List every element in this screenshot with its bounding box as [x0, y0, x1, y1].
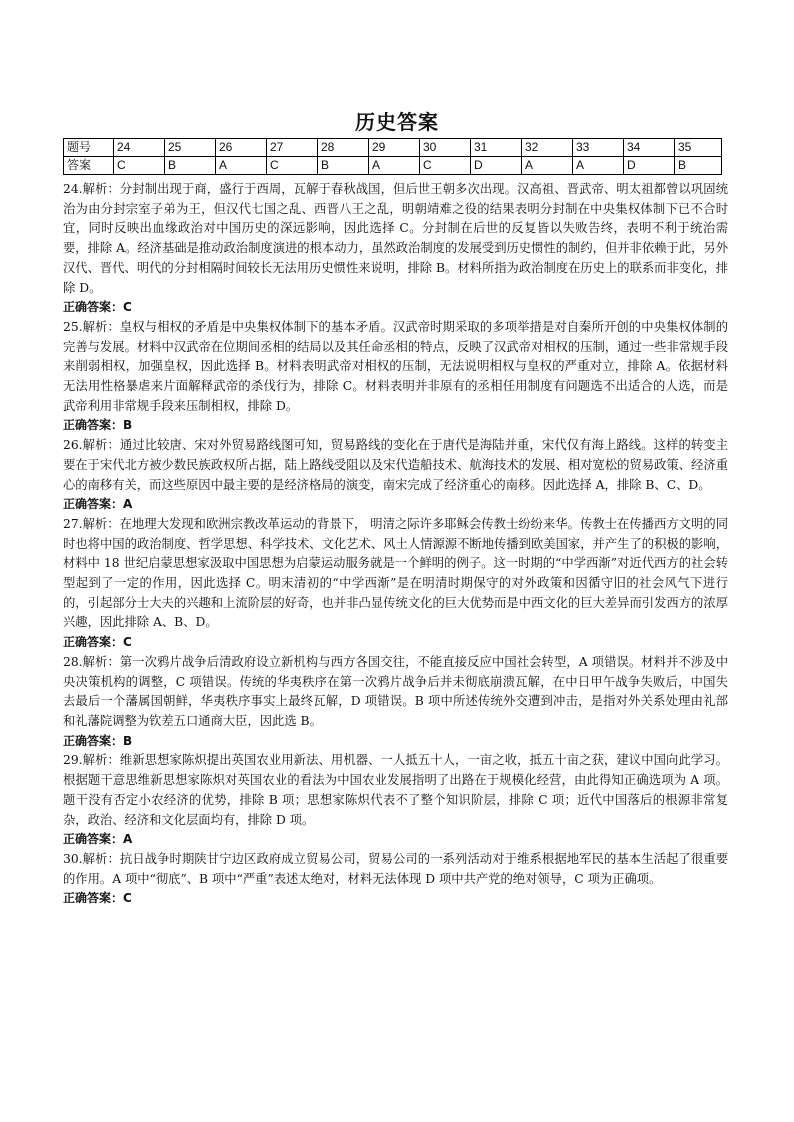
answer-cell: C	[114, 157, 165, 175]
question-number-cell: 25	[165, 139, 216, 157]
question-number-row	[64, 139, 722, 157]
correct-answer: 正确答案：C	[63, 635, 132, 650]
question-number-cell: 35	[675, 139, 722, 157]
correct-answer: 正确答案：A	[63, 497, 133, 512]
analysis-content	[63, 180, 728, 909]
question-number-cell: 33	[573, 139, 624, 157]
question-number-cell: 28	[318, 139, 369, 157]
correct-answer: 正确答案：B	[63, 418, 133, 433]
question-number-cell: 27	[267, 139, 318, 157]
correct-answer: 正确答案：A	[63, 832, 133, 847]
answer-cell: D	[624, 157, 675, 175]
question-number-cell: 26	[216, 139, 267, 157]
question-24-section	[63, 180, 728, 318]
question-number-cell: 34	[624, 139, 675, 157]
answer-cell: A	[369, 157, 420, 175]
correct-answer: 正确答案：B	[63, 733, 133, 748]
question-26-section	[63, 436, 728, 515]
question-28-section	[63, 653, 728, 752]
question-number-label: 题号	[64, 139, 114, 157]
question-27-section	[63, 515, 728, 653]
answer-cell: D	[471, 157, 522, 175]
analysis-paragraph: 24.解析：分封制出现于商，盛行于西周，瓦解于春秋战国，但后世王朝多次出现。汉高祖、晋武帝、明太祖都曾以巩固统治为由分封宗室子弟为王，但汉代七国之乱、西晋八王之乱，明朝靖难之役的结果表明分封制在中央集权体制下已不合时宜，同时反映出血缘政治对中国历史的深远影响，因此选择 C。分封制在后世的反复皆以失败告终，表明不利于统治需要，排除 A。经济基础是推动政治制度演进的根本动力，虽然政治制度的发展受到历史惯性的制约，但并非依赖于此，另外汉代、晋代、明代的分封相隔时间较长无法用历史惯性来说明，排除 B。材料所指为政治制度在历史上的联系而非变化，排除 D。	[63, 182, 728, 295]
answer-cell: A	[216, 157, 267, 175]
answer-cell: B	[165, 157, 216, 175]
answer-cell: B	[318, 157, 369, 175]
question-number-cell: 30	[420, 139, 471, 157]
question-25-section	[63, 318, 728, 436]
question-number-cell: 31	[471, 139, 522, 157]
analysis-paragraph: 29.解析：维新思想家陈炽提出英国农业用新法、用机器、一人抵五十人，一亩之收，抵五十亩之获，建议中国向此学习。根据题干意思维新思想家陈炽对英国农业的看法为中国农业发展指明了出路在于规模化经营，由此得知正确选项为 A 项。题干没有否定小农经济的优势，排除 B 项；思想家陈炽代表不了整个知识阶层，排除 C 项；近代中国落后的根源非常复杂，政治、经济和文化层面均有，排除 D 项。	[63, 753, 728, 827]
question-number-cell: 29	[369, 139, 420, 157]
question-30-section	[63, 850, 728, 909]
question-number-cell: 32	[522, 139, 573, 157]
answer-cell: C	[420, 157, 471, 175]
page-title: 历史答案	[355, 110, 439, 134]
analysis-paragraph: 26.解析：通过比较唐、宋对外贸易路线图可知，贸易路线的变化在于唐代是海陆并重，宋代仅有海上路线。这样的转变主要在于宋代北方被少数民族政权所占据，陆上路线受阻以及宋代造船技术、航海技术的发展、相对宽松的贸易政策、经济重心的南移有关，而这些原因中最主要的是经济格局的演变，南宋完成了经济重心的南移。因此选择 A，排除 B、C、D。	[63, 438, 728, 492]
question-29-section	[63, 751, 728, 850]
answer-cell: C	[267, 157, 318, 175]
analysis-paragraph: 27.解析：在地理大发现和欧洲宗教改革运动的背景下， 明清之际许多耶稣会传教士纷纷来华。传教士在传播西方文明的同时也将中国的政治制度、哲学思想、科学技术、文化艺术、风土人情源源不断地传播到欧美国家，并产生了的积极的影响，材料中 18 世纪启蒙思想家汲取中国思想为启蒙运动服务就是一个鲜明的例子。这一时期的“中学西渐”对近代西方的社会转型起到了一定的作用，因此选择 C。明末清初的“中学西渐”是在明清时期保守的对外政策和因循守旧的社会风气下进行的，引起部分士大夫的兴趣和上流阶层的好奇，也并非凸显传统文化的巨大优势而是中西文化的巨大差异而引发西方的浓厚兴趣，因此排除 A、B、D。	[63, 516, 728, 630]
answer-cell: A	[573, 157, 624, 175]
correct-answer: 正确答案：C	[63, 891, 132, 906]
correct-answer: 正确答案：C	[63, 300, 132, 315]
answer-cell: A	[522, 157, 573, 175]
question-number-cell: 24	[114, 139, 165, 157]
answer-table	[63, 138, 722, 175]
analysis-paragraph: 28.解析：第一次鸦片战争后清政府设立新机构与西方各国交往，不能直接反应中国社会转型，A 项错误。材料并不涉及中央决策机构的调整，C 项错误。传统的华夷秩序在第一次鸦片战争后并未彻底崩溃瓦解，在中日甲午战争失败后，中国失去最后一个藩属国朝鲜，华夷秩序事实上最终瓦解，D 项错误。B 项中所述传统外交遭到冲击，是指对外关系处理由礼部和礼藩院调整为钦差五口通商大臣，因此选 B。	[63, 654, 728, 728]
analysis-paragraph: 25.解析：皇权与相权的矛盾是中央集权体制下的基本矛盾。汉武帝时期采取的多项举措是对自秦所开创的中央集权体制的完善与发展。材料中汉武帝在位期间丞相的结局以及其任命丞相的特点，反映了汉武帝对相权的压制，通过一些非常规手段来削弱相权，加强皇权，因此选择 B。材料表明武帝对相权的压制，无法说明相权与皇权的严重对立，排除 A。依据材料无法用性格暴虐来片面解释武帝的杀伐行为，排除 C。材料表明并非原有的丞相任用制度有问题选不出适合的人选，而是武帝利用非常规手段来压制相权，排除 D。	[63, 319, 728, 413]
analysis-paragraph: 30.解析：抗日战争时期陕甘宁边区政府成立贸易公司，贸易公司的一系列活动对于维系根据地军民的基本生活起了很重要的作用。A 项中“彻底”、B 项中“严重”表述太绝对，材料无法体现 D 项中共产党的绝对领导，C 项为正确项。	[63, 851, 728, 886]
answer-label: 答案	[64, 157, 114, 175]
answer-cell: B	[675, 157, 722, 175]
answer-row	[64, 157, 722, 175]
